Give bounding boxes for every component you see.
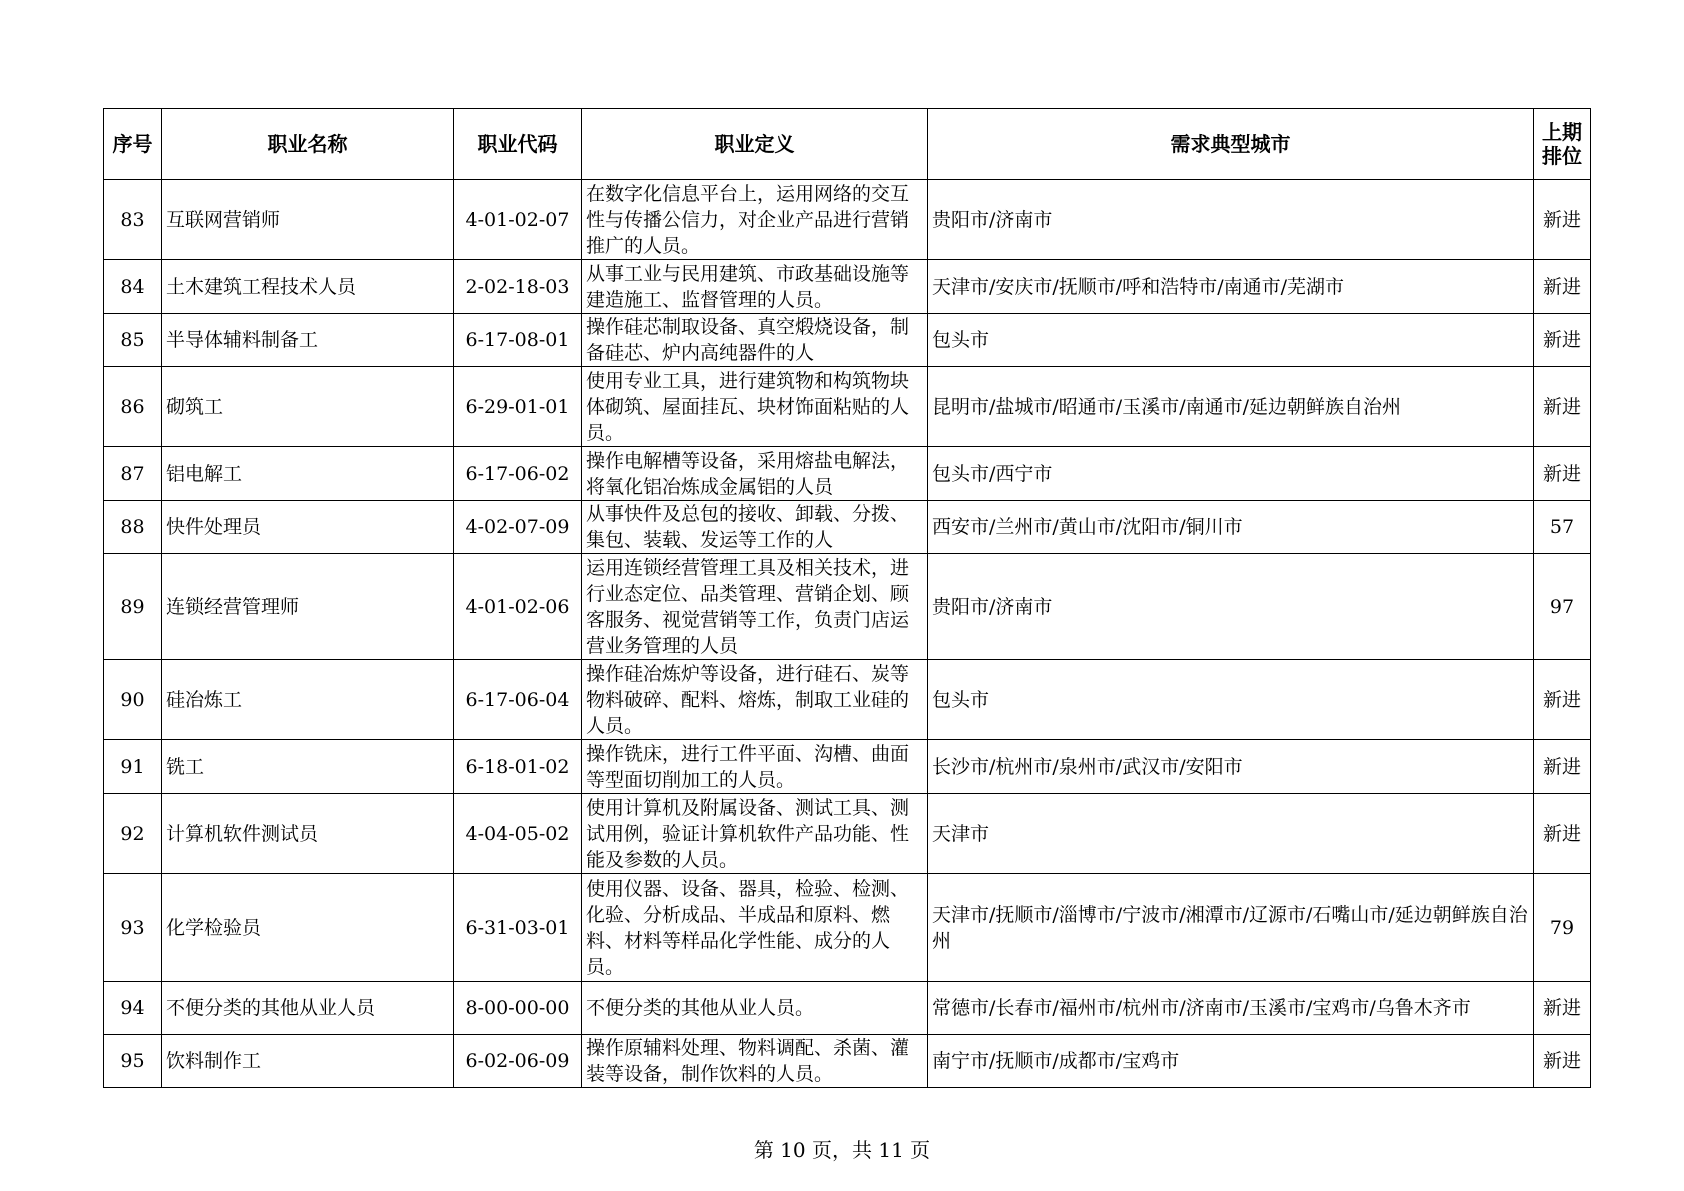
cell-index: 85 — [104, 314, 162, 367]
cell-index: 95 — [104, 1035, 162, 1088]
cell-prev-rank: 79 — [1534, 874, 1591, 982]
cell-occupation-code: 4-01-02-06 — [454, 554, 582, 660]
cell-cities: 昆明市/盐城市/昭通市/玉溪市/南通市/延边朝鲜族自治州 — [928, 367, 1534, 447]
cell-occupation-definition — [582, 794, 928, 874]
cell-prev-rank: 新进 — [1534, 740, 1591, 794]
definition-text: 使用仪器、设备、器具，检验、检测、化验、分析成品、半成品和原料、燃料、材料等样品化学性能、成分的人员。 — [586, 877, 910, 978]
cell-occupation-code: 6-31-03-01 — [454, 874, 582, 982]
cell-index: 87 — [104, 447, 162, 501]
table-row — [104, 554, 1591, 660]
cell-cities: 贵阳市/济南市 — [928, 554, 1534, 660]
header-prev-rank-text: 上期排位 — [1542, 120, 1582, 168]
cell-occupation-definition — [582, 180, 928, 260]
cell-occupation-code: 6-17-06-02 — [454, 447, 582, 501]
cell-prev-rank: 新进 — [1534, 260, 1591, 314]
cell-occupation-code: 4-02-07-09 — [454, 501, 582, 554]
table-row — [104, 367, 1591, 447]
cell-cities: 常德市/长春市/福州市/杭州市/济南市/玉溪市/宝鸡市/乌鲁木齐市 — [928, 982, 1534, 1035]
cell-cities: 天津市/抚顺市/淄博市/宁波市/湘潭市/辽源市/石嘴山市/延边朝鲜族自治州 — [928, 874, 1534, 982]
cell-cities: 贵阳市/济南市 — [928, 180, 1534, 260]
table-row — [104, 982, 1591, 1035]
cell-occupation-code: 4-01-02-07 — [454, 180, 582, 260]
cell-index: 86 — [104, 367, 162, 447]
table-row — [104, 740, 1591, 794]
cell-occupation-name: 半导体辅料制备工 — [162, 314, 454, 367]
cell-cities: 天津市 — [928, 794, 1534, 874]
header-cities: 需求典型城市 — [928, 109, 1534, 180]
definition-text: 运用连锁经营管理工具及相关技术，进行业态定位、品类管理、营销企划、顾客服务、视觉营销等工作，负责门店运营业务管理的人员 — [586, 556, 910, 657]
definition-text: 操作原辅料处理、物料调配、杀菌、灌装等设备，制作饮料的人员。 — [586, 1037, 910, 1085]
cell-cities: 包头市 — [928, 660, 1534, 740]
page-footer: 第 10 页，共 11 页 — [753, 1138, 931, 1162]
definition-text: 操作电解槽等设备，采用熔盐电解法，将氧化铝冶炼成金属铝的人员 — [586, 449, 910, 498]
cell-occupation-name: 饮料制作工 — [162, 1035, 454, 1088]
table-row — [104, 314, 1591, 367]
cell-index: 94 — [104, 982, 162, 1035]
cell-occupation-code: 6-17-06-04 — [454, 660, 582, 740]
occupation-table — [103, 108, 1591, 1088]
definition-text: 使用计算机及附属设备、测试工具、测试用例，验证计算机软件产品功能、性能及参数的人员。 — [586, 796, 910, 871]
cell-occupation-definition — [582, 447, 928, 501]
cell-index: 91 — [104, 740, 162, 794]
cell-occupation-name: 土木建筑工程技术人员 — [162, 260, 454, 314]
table-row — [104, 794, 1591, 874]
cell-occupation-code: 6-29-01-01 — [454, 367, 582, 447]
table-row — [104, 874, 1591, 982]
table-row — [104, 1035, 1591, 1088]
cell-prev-rank: 新进 — [1534, 794, 1591, 874]
header-name: 职业名称 — [162, 109, 454, 180]
cell-occupation-name: 连锁经营管理师 — [162, 554, 454, 660]
cell-occupation-code: 6-02-06-09 — [454, 1035, 582, 1088]
cell-prev-rank: 57 — [1534, 501, 1591, 554]
cell-prev-rank: 新进 — [1534, 367, 1591, 447]
header-index: 序号 — [104, 109, 162, 180]
definition-text: 操作铣床，进行工件平面、沟槽、曲面等型面切削加工的人员。 — [586, 742, 910, 791]
cell-occupation-definition — [582, 1035, 928, 1088]
cell-prev-rank: 新进 — [1534, 982, 1591, 1035]
table-row — [104, 660, 1591, 740]
cell-occupation-code: 6-18-01-02 — [454, 740, 582, 794]
cell-occupation-definition — [582, 660, 928, 740]
cell-occupation-name: 快件处理员 — [162, 501, 454, 554]
cell-prev-rank: 新进 — [1534, 314, 1591, 367]
definition-text: 使用专业工具，进行建筑物和构筑物块体砌筑、屋面挂瓦、块材饰面粘贴的人员。 — [586, 369, 910, 444]
cell-cities: 南宁市/抚顺市/成都市/宝鸡市 — [928, 1035, 1534, 1088]
header-prev-rank — [1534, 109, 1591, 180]
cell-index: 88 — [104, 501, 162, 554]
cell-occupation-definition — [582, 554, 928, 660]
cell-index: 93 — [104, 874, 162, 982]
cell-occupation-definition — [582, 314, 928, 367]
definition-text: 操作硅芯制取设备、真空煅烧设备，制备硅芯、炉内高纯器件的人 — [586, 316, 910, 364]
cell-index: 90 — [104, 660, 162, 740]
cell-occupation-name: 铝电解工 — [162, 447, 454, 501]
cell-occupation-definition — [582, 367, 928, 447]
definition-text: 操作硅冶炼炉等设备，进行硅石、炭等物料破碎、配料、熔炼，制取工业硅的人员。 — [586, 662, 910, 737]
cell-occupation-definition — [582, 260, 928, 314]
cell-prev-rank: 97 — [1534, 554, 1591, 660]
cell-occupation-code: 4-04-05-02 — [454, 794, 582, 874]
cell-occupation-definition — [582, 501, 928, 554]
cell-cities: 包头市/西宁市 — [928, 447, 1534, 501]
cell-prev-rank: 新进 — [1534, 1035, 1591, 1088]
cell-index: 89 — [104, 554, 162, 660]
cell-occupation-code: 8-00-00-00 — [454, 982, 582, 1035]
cell-occupation-name: 化学检验员 — [162, 874, 454, 982]
cell-occupation-name: 硅冶炼工 — [162, 660, 454, 740]
cell-cities: 包头市 — [928, 314, 1534, 367]
cell-index: 92 — [104, 794, 162, 874]
definition-text: 从事快件及总包的接收、卸载、分拨、集包、装载、发运等工作的人 — [586, 503, 910, 551]
cell-occupation-name: 计算机软件测试员 — [162, 794, 454, 874]
definition-text: 不便分类的其他从业人员。 — [586, 997, 815, 1019]
header-code: 职业代码 — [454, 109, 582, 180]
header-definition: 职业定义 — [582, 109, 928, 180]
cell-cities: 西安市/兰州市/黄山市/沈阳市/铜川市 — [928, 501, 1534, 554]
cell-occupation-name: 不便分类的其他从业人员 — [162, 982, 454, 1035]
cell-occupation-definition — [582, 982, 928, 1035]
definition-text: 在数字化信息平台上，运用网络的交互性与传播公信力，对企业产品进行营销推广的人员。 — [586, 182, 910, 257]
cell-occupation-code: 2-02-18-03 — [454, 260, 582, 314]
cell-prev-rank: 新进 — [1534, 447, 1591, 501]
cell-occupation-definition — [582, 874, 928, 982]
table-row — [104, 501, 1591, 554]
cell-cities: 天津市/安庆市/抚顺市/呼和浩特市/南通市/芜湖市 — [928, 260, 1534, 314]
table-header-row — [104, 109, 1591, 180]
cell-occupation-definition — [582, 740, 928, 794]
cell-index: 83 — [104, 180, 162, 260]
table-row — [104, 180, 1591, 260]
cell-occupation-name: 互联网营销师 — [162, 180, 454, 260]
cell-occupation-name: 砌筑工 — [162, 367, 454, 447]
table-row — [104, 447, 1591, 501]
cell-occupation-name: 铣工 — [162, 740, 454, 794]
cell-index: 84 — [104, 260, 162, 314]
cell-prev-rank: 新进 — [1534, 180, 1591, 260]
table-row — [104, 260, 1591, 314]
cell-occupation-code: 6-17-08-01 — [454, 314, 582, 367]
cell-prev-rank: 新进 — [1534, 660, 1591, 740]
cell-cities: 长沙市/杭州市/泉州市/武汉市/安阳市 — [928, 740, 1534, 794]
definition-text: 从事工业与民用建筑、市政基础设施等建造施工、监督管理的人员。 — [586, 262, 910, 311]
